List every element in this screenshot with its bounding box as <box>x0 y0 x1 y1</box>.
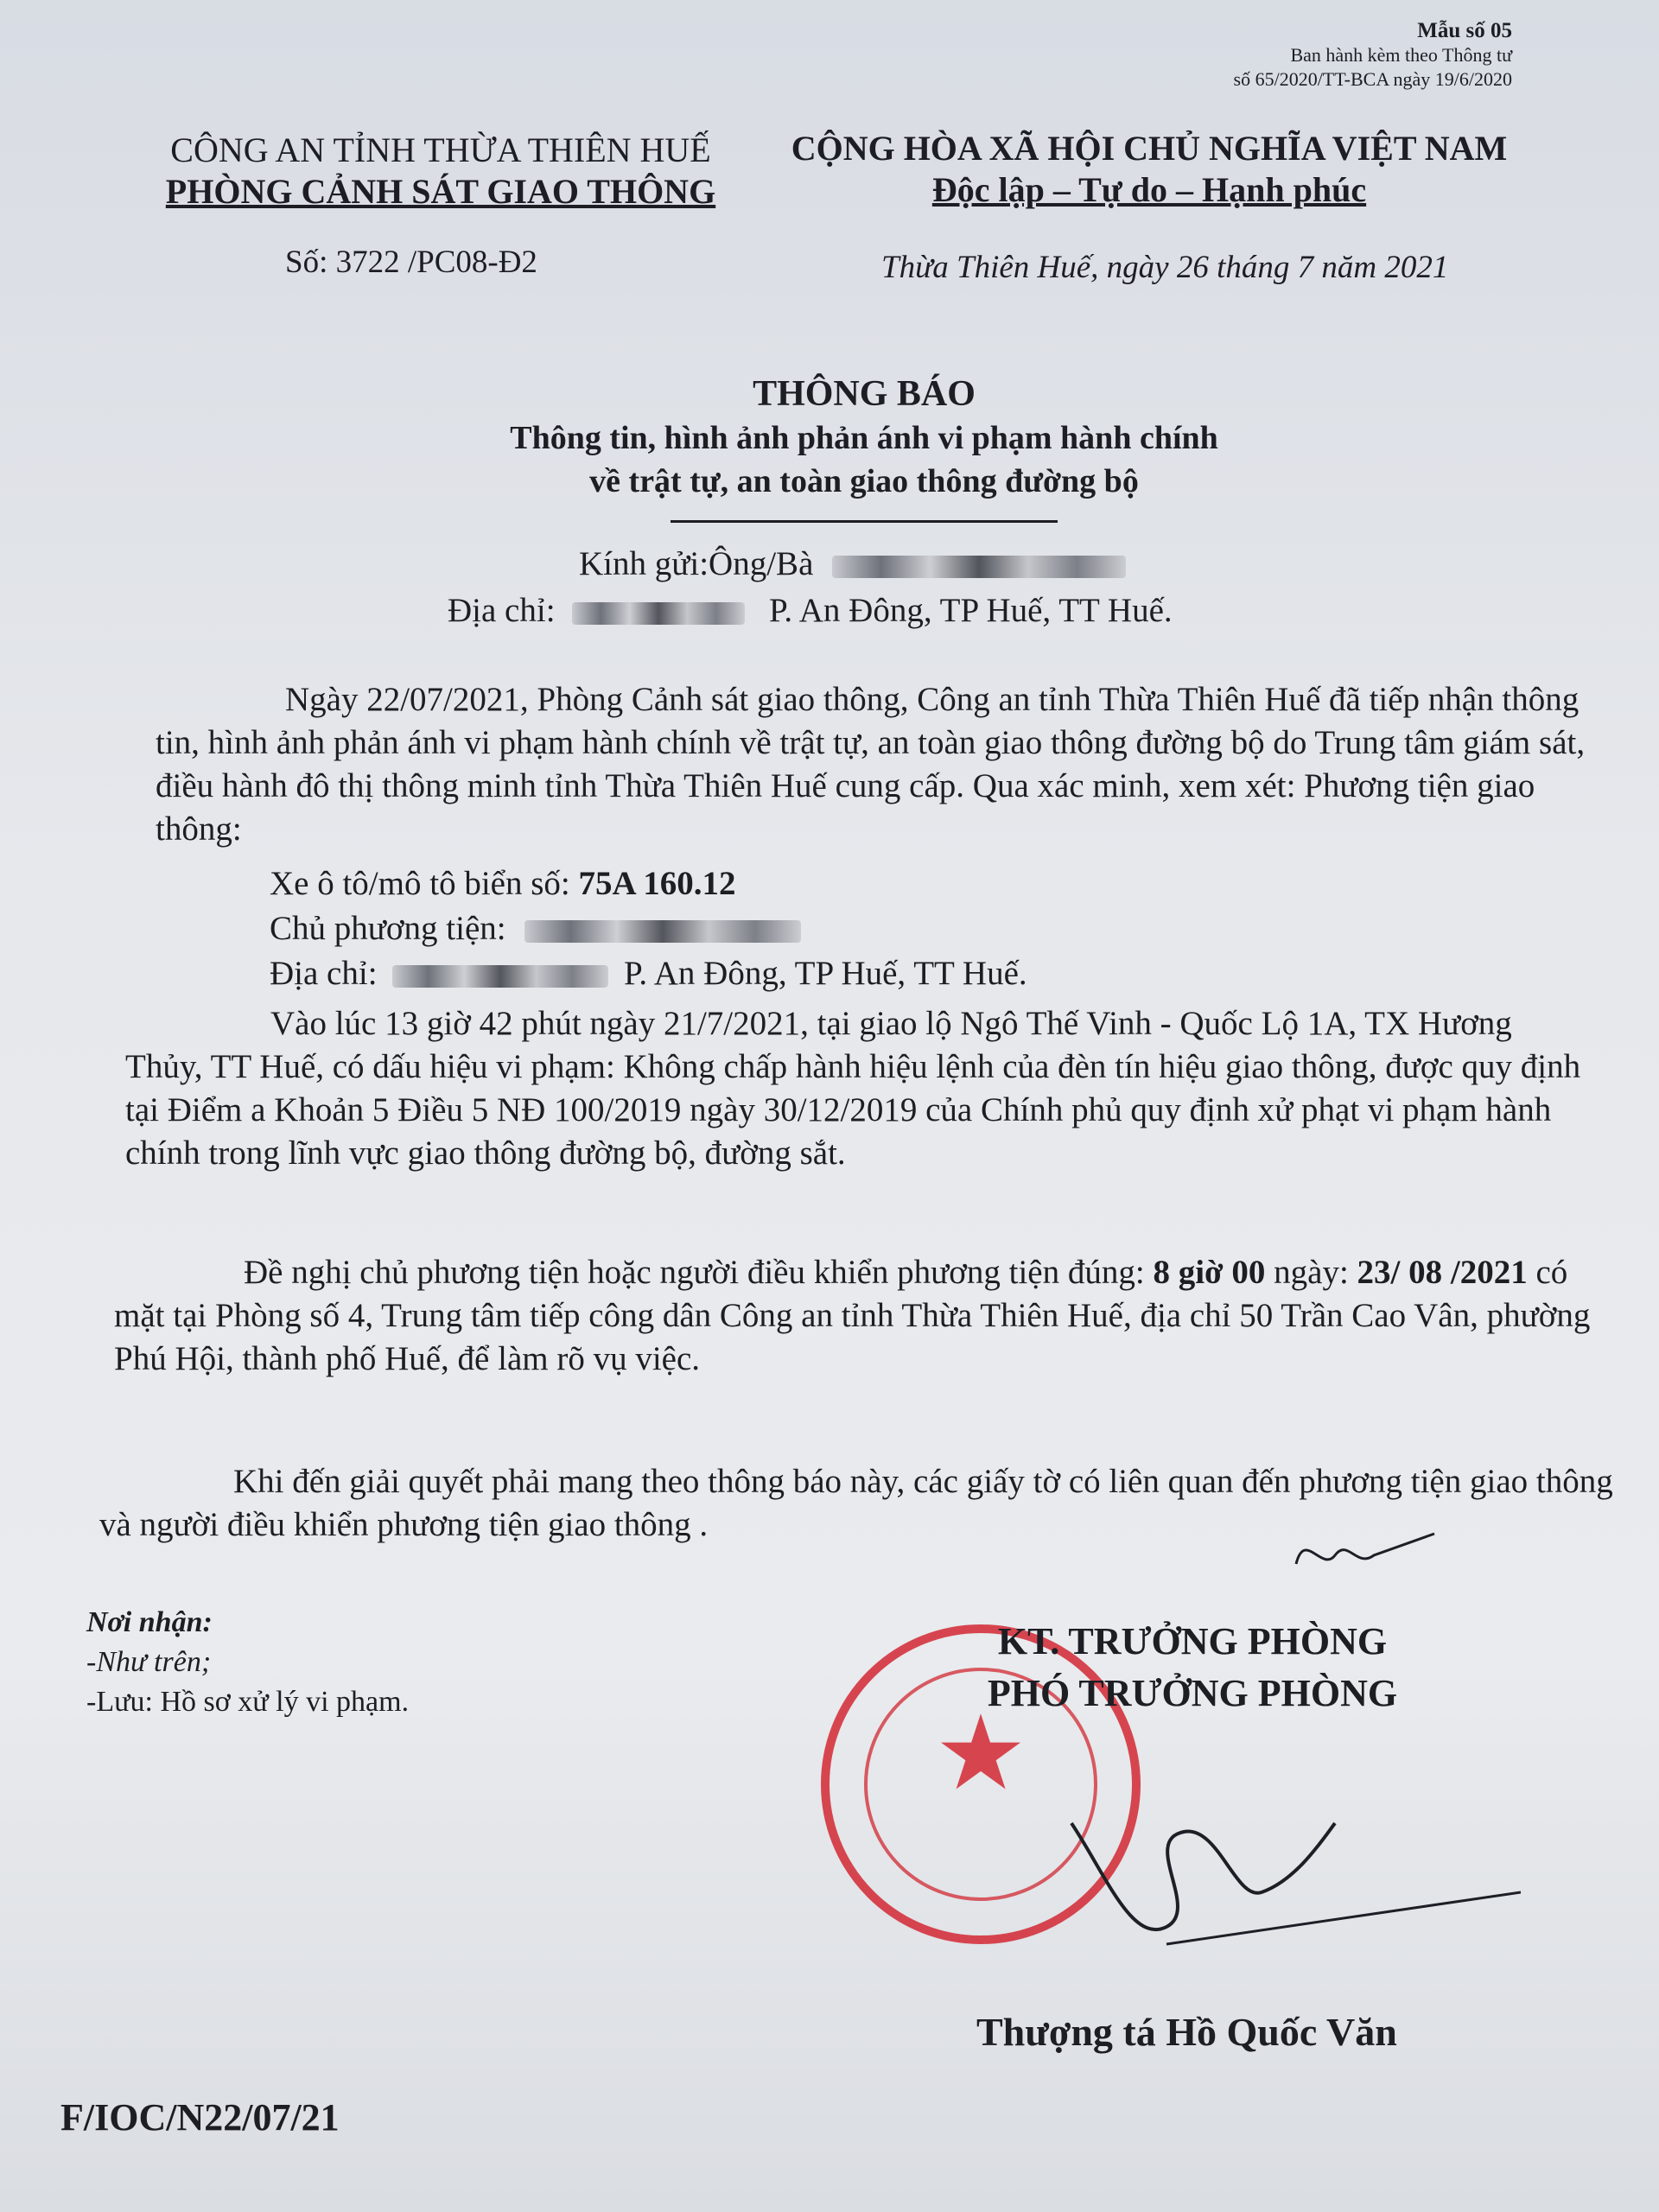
redacted-owner <box>524 920 801 943</box>
form-circular: số 65/2020/TT-BCA ngày 19/6/2020 <box>1233 68 1512 90</box>
paragraph-2: Vào lúc 13 giờ 42 phút ngày 21/7/2021, tại giao lộ Ngô Thế Vinh - Quốc Lộ 1A, TX Hương Thủy, TT Huế, có dấu hiệu vi phạm: Không chấp hành hiệu lệnh của đèn tín hiệu giao thông, được quy định tại Điểm a Khoản 5 Điều 5 NĐ 100/2019 ngày 30/12/2019 của Chính phủ quy định xử phạt vi phạm hành chính trong lĩnh vực giao thông đường bộ, đường sắt. <box>125 1005 1581 1172</box>
owner-address-label: Địa chỉ: <box>270 955 378 992</box>
p3-date: 23/ 08 /2021 <box>1357 1254 1528 1291</box>
initial-mark <box>1287 1521 1443 1590</box>
signature-title <box>933 1616 1452 1719</box>
recipients-label: Nơi nhận: <box>86 1606 213 1638</box>
paragraph-4: Khi đến giải quyết phải mang theo thông báo này, các giấy tờ có liên quan đến phương tiện giao thông và người điều khiển phương tiện giao thông . <box>99 1463 1613 1543</box>
title-main: THÔNG BÁO <box>753 374 976 414</box>
recipient-address-label: Địa chỉ: <box>448 592 556 629</box>
document-number: Số: 3722 /PC08-Đ2 <box>285 245 537 280</box>
paragraph-3 <box>114 1251 1609 1381</box>
title-line-1: Thông tin, hình ảnh phản ánh vi phạm hành chính <box>510 420 1218 456</box>
recipients-block <box>86 1603 409 1722</box>
star-icon: ★ <box>934 1696 1027 1811</box>
recipient-line <box>579 544 1126 583</box>
vehicle-line <box>270 864 736 903</box>
owner-label: Chủ phương tiện: <box>270 910 506 947</box>
signer-name: Thượng tá Hồ Quốc Văn <box>976 2010 1397 2054</box>
paragraph-1: Ngày 22/07/2021, Phòng Cảnh sát giao thông, Công an tỉnh Thừa Thiên Huế đã tiếp nhận thông tin, hình ảnh phản ánh vi phạm hành chính về trật tự, an toàn giao thông đường bộ do Trung tâm giám sát, điều hành đô thị thông minh tỉnh Thừa Thiên Huế cung cấp. Qua xác minh, xem xét: Phương tiện giao thông: <box>156 681 1586 848</box>
p3-time: 8 giờ 00 <box>1153 1254 1266 1291</box>
recipients-item-2: -Lưu: Hồ sơ xử lý vi phạm. <box>86 1686 410 1718</box>
document-code: F/IOC/N22/07/21 <box>60 2096 340 2139</box>
recipient-address-line <box>448 591 1173 630</box>
form-number: Mẫu số 05 <box>1417 19 1512 42</box>
redacted-address <box>572 602 745 625</box>
owner-line <box>270 909 801 948</box>
republic-motto: Độc lập – Tự do – Hạnh phúc <box>931 170 1367 209</box>
signature-title-2: PHÓ TRƯỞNG PHÒNG <box>987 1672 1398 1714</box>
redacted-name <box>832 556 1126 578</box>
redacted-owner-address <box>392 965 608 988</box>
recipient-address-tail: P. An Đông, TP Huế, TT Huế. <box>769 592 1173 629</box>
form-number-block <box>1234 19 1512 92</box>
recipients-item-1: -Như trên; <box>86 1646 212 1678</box>
owner-address-line <box>270 954 1027 993</box>
document-title <box>259 372 1469 503</box>
agency-parent: CÔNG AN TỈNH THỪA THIÊN HUẾ <box>170 130 711 169</box>
signature-title-1: KT. TRƯỞNG PHÒNG <box>997 1620 1388 1662</box>
vehicle-plate: 75A 160.12 <box>578 865 736 902</box>
p3-text-a: Đề nghị chủ phương tiện hoặc người điều khiển phương tiện đúng: <box>244 1254 1145 1291</box>
p3-text-b: ngày: <box>1274 1254 1349 1291</box>
owner-address-tail: P. An Đông, TP Huế, TT Huế. <box>624 955 1027 992</box>
agency-name: PHÒNG CẢNH SÁT GIAO THÔNG <box>165 172 716 211</box>
p3-text-c: có mặt tại Phòng số 4, Trung tâm tiếp công dân Công an tỉnh Thừa Thiên Huế, địa chỉ 50 Trần Cao Vân, phường Phú Hội, thành phố Huế, để làm rõ vụ việc. <box>114 1254 1591 1377</box>
title-line-2: về trật tự, an toàn giao thông đường bộ <box>589 463 1139 499</box>
republic-name: CỘNG HÒA XÃ HỘI CHỦ NGHĨA VIỆT NAM <box>791 129 1508 168</box>
recipient-label: Kính gửi:Ông/Bà <box>579 545 814 582</box>
signature-scribble <box>1037 1771 1521 1970</box>
vehicle-label: Xe ô tô/mô tô biển số: <box>270 865 570 902</box>
republic-header <box>760 128 1538 211</box>
title-divider <box>671 520 1058 523</box>
document-date: Thừa Thiên Huế, ngày 26 tháng 7 năm 2021 <box>881 250 1449 285</box>
form-issued-with: Ban hành kèm theo Thông tư <box>1290 44 1512 66</box>
agency-header <box>156 130 726 213</box>
